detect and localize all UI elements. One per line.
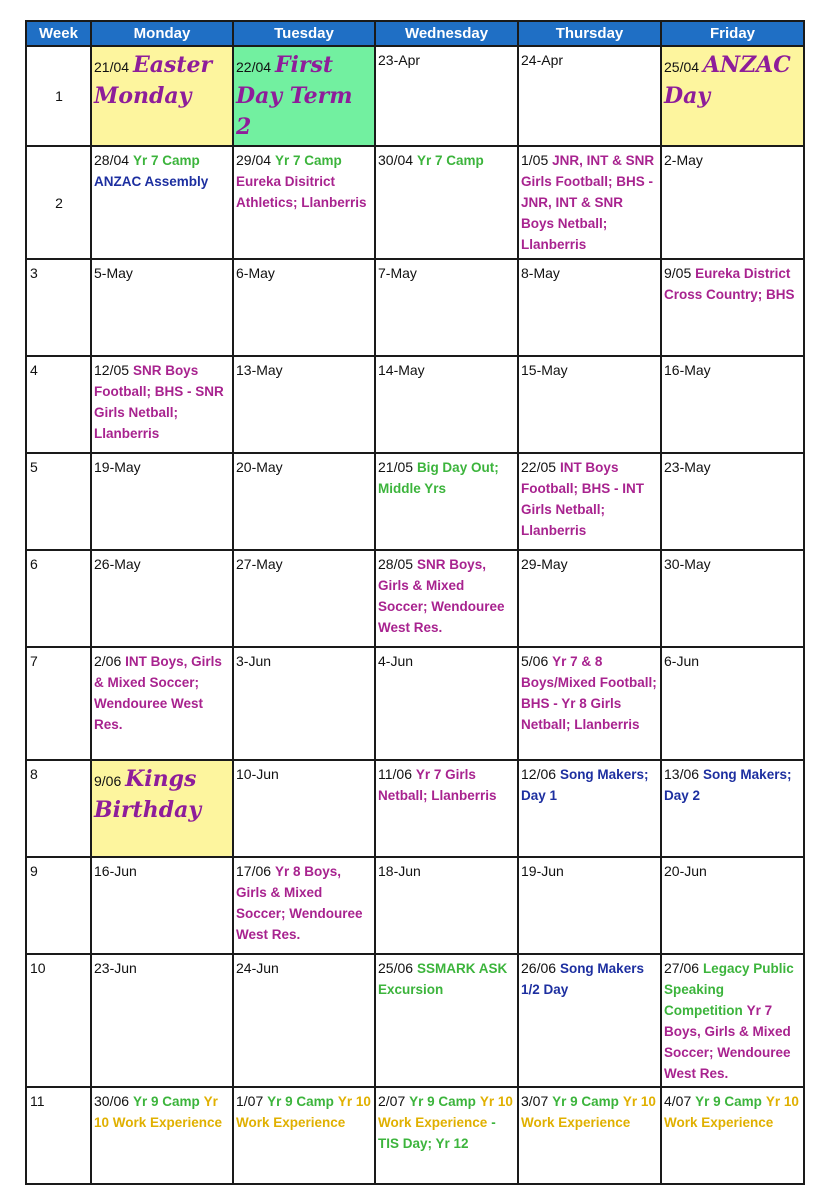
cell-date: 28/05 bbox=[378, 556, 414, 572]
event-text: Legacy Public Speaking Competition bbox=[664, 961, 794, 1018]
event-text: Yr 9 Camp bbox=[132, 1094, 200, 1109]
event-text: Yr 8 Boys, Girls & Mixed Soccer; Wendouree West Res. bbox=[236, 864, 363, 942]
cell-date: 25/06 bbox=[378, 960, 414, 976]
day-cell-tuesday bbox=[233, 550, 375, 647]
day-cell-friday bbox=[661, 647, 804, 760]
event-text: Yr 9 Camp bbox=[695, 1094, 762, 1109]
day-cell-wednesday bbox=[375, 857, 518, 954]
cell-date: 27-May bbox=[236, 556, 283, 572]
day-cell-tuesday bbox=[233, 647, 375, 760]
day-cell-wednesday bbox=[375, 954, 518, 1087]
day-cell-friday bbox=[661, 857, 804, 954]
week-number: 5 bbox=[26, 453, 91, 550]
cell-date: 26-May bbox=[94, 556, 141, 572]
day-cell-friday bbox=[661, 46, 804, 146]
cell-date: 11/06 bbox=[378, 766, 412, 782]
header-week: Week bbox=[26, 21, 91, 46]
week-row bbox=[26, 453, 804, 550]
event-text: Song Makers 1/2 Day bbox=[521, 961, 644, 997]
day-cell-monday bbox=[91, 453, 233, 550]
cell-date: 23-Apr bbox=[378, 52, 421, 68]
day-cell-thursday bbox=[518, 550, 661, 647]
day-cell-wednesday bbox=[375, 647, 518, 760]
day-cell-monday bbox=[91, 259, 233, 356]
cell-date: 12/06 bbox=[521, 766, 557, 782]
cell-date: 2/06 bbox=[94, 653, 122, 669]
cell-date: 19-May bbox=[94, 459, 141, 475]
cell-date: 30/06 bbox=[94, 1093, 130, 1109]
week-row bbox=[26, 46, 804, 146]
day-cell-friday bbox=[661, 954, 804, 1087]
cell-date: 12/05 bbox=[94, 362, 130, 378]
event-text: - TIS Day; Yr 12 bbox=[378, 1115, 496, 1151]
event-text: Yr 7 Boys, Girls & Mixed Soccer; Wendouree West Res. bbox=[664, 1003, 791, 1081]
day-cell-thursday bbox=[518, 857, 661, 954]
event-text: Yr 10 Work Experience bbox=[664, 1094, 799, 1130]
holiday-label: ANZAC Day bbox=[664, 52, 791, 109]
cell-date: 14-May bbox=[378, 362, 425, 378]
day-cell-monday bbox=[91, 550, 233, 647]
cell-date: 16-Jun bbox=[94, 863, 137, 879]
week-number: 1 bbox=[26, 46, 91, 146]
day-cell-monday bbox=[91, 1087, 233, 1184]
day-cell-thursday bbox=[518, 647, 661, 760]
cell-date: 7-May bbox=[378, 265, 417, 281]
event-text: Yr 7 Camp bbox=[132, 153, 200, 168]
day-cell-thursday bbox=[518, 954, 661, 1087]
week-number: 3 bbox=[26, 259, 91, 356]
week-number: 6 bbox=[26, 550, 91, 647]
cell-date: 22/05 bbox=[521, 459, 557, 475]
day-cell-monday bbox=[91, 857, 233, 954]
event-text: Yr 10 Work Experience bbox=[94, 1094, 223, 1130]
event-text: Big Day Out; Middle Yrs bbox=[378, 460, 499, 496]
event-text: Yr 7 Camp bbox=[274, 153, 342, 168]
day-cell-wednesday bbox=[375, 146, 518, 259]
cell-date: 17/06 bbox=[236, 863, 272, 879]
day-cell-tuesday bbox=[233, 954, 375, 1087]
day-cell-thursday bbox=[518, 453, 661, 550]
cell-date: 3-Jun bbox=[236, 653, 272, 669]
event-text: Yr 9 Camp bbox=[267, 1094, 334, 1109]
day-cell-wednesday bbox=[375, 259, 518, 356]
day-cell-wednesday bbox=[375, 453, 518, 550]
cell-date: 26/06 bbox=[521, 960, 557, 976]
day-cell-friday bbox=[661, 1087, 804, 1184]
day-cell-friday bbox=[661, 453, 804, 550]
day-cell-thursday bbox=[518, 760, 661, 857]
event-text: SNR Boys, Girls & Mixed Soccer; Wendouree West Res. bbox=[378, 557, 505, 635]
event-text: Yr 7 Camp bbox=[416, 153, 484, 168]
holiday-label: Kings Birthday bbox=[94, 766, 202, 823]
holiday-label: First Day Term 2 bbox=[236, 52, 353, 140]
cell-date: 20-Jun bbox=[664, 863, 707, 879]
day-cell-tuesday bbox=[233, 453, 375, 550]
week-row bbox=[26, 356, 804, 453]
day-cell-tuesday bbox=[233, 146, 375, 259]
week-row bbox=[26, 647, 804, 760]
day-cell-wednesday bbox=[375, 760, 518, 857]
day-cell-thursday bbox=[518, 356, 661, 453]
event-text: Yr 7 & 8 Boys/Mixed Football; BHS - Yr 8 Girls Netball; Llanberris bbox=[521, 654, 657, 732]
event-text: Yr 7 Girls Netball; Llanberris bbox=[378, 767, 497, 803]
cell-date: 6-Jun bbox=[664, 653, 700, 669]
cell-date: 4-Jun bbox=[378, 653, 414, 669]
day-cell-tuesday bbox=[233, 857, 375, 954]
header-row bbox=[26, 21, 804, 46]
event-text: Yr 9 Camp bbox=[552, 1094, 619, 1109]
cell-date: 2/07 bbox=[378, 1093, 406, 1109]
header-wednesday: Wednesday bbox=[375, 21, 518, 46]
cell-date: 28/04 bbox=[94, 152, 130, 168]
cell-date: 15-May bbox=[521, 362, 568, 378]
cell-date: 9/05 bbox=[664, 265, 692, 281]
cell-date: 25/04 bbox=[664, 59, 700, 75]
week-row bbox=[26, 550, 804, 647]
cell-date: 9/06 bbox=[94, 773, 122, 789]
week-row bbox=[26, 1087, 804, 1184]
day-cell-tuesday bbox=[233, 1087, 375, 1184]
term-calendar-table bbox=[25, 20, 805, 1185]
day-cell-monday bbox=[91, 760, 233, 857]
header-thursday: Thursday bbox=[518, 21, 661, 46]
day-cell-monday bbox=[91, 954, 233, 1087]
cell-date: 10-Jun bbox=[236, 766, 279, 782]
cell-date: 22/04 bbox=[236, 59, 272, 75]
week-number: 9 bbox=[26, 857, 91, 954]
event-text: ANZAC Assembly bbox=[94, 174, 209, 189]
cell-date: 23-May bbox=[664, 459, 711, 475]
cell-date: 29/04 bbox=[236, 152, 272, 168]
event-text: INT Boys Football; BHS - INT Girls Netball; Llanberris bbox=[521, 460, 644, 538]
day-cell-friday bbox=[661, 356, 804, 453]
week-row bbox=[26, 857, 804, 954]
event-text: JNR, INT & SNR Girls Football; BHS - JNR, INT & SNR Boys Netball; Llanberris bbox=[521, 153, 655, 252]
day-cell-thursday bbox=[518, 146, 661, 259]
day-cell-tuesday bbox=[233, 760, 375, 857]
day-cell-tuesday bbox=[233, 259, 375, 356]
day-cell-wednesday bbox=[375, 550, 518, 647]
header-monday: Monday bbox=[91, 21, 233, 46]
event-text: Yr 10 Work Experience bbox=[521, 1094, 656, 1130]
event-text: Song Makers; Day 1 bbox=[521, 767, 649, 803]
cell-date: 4/07 bbox=[664, 1093, 692, 1109]
cell-date: 3/07 bbox=[521, 1093, 549, 1109]
week-number: 10 bbox=[26, 954, 91, 1087]
week-row bbox=[26, 146, 804, 259]
cell-date: 21/04 bbox=[94, 59, 130, 75]
day-cell-thursday bbox=[518, 1087, 661, 1184]
week-number: 8 bbox=[26, 760, 91, 857]
day-cell-tuesday bbox=[233, 46, 375, 146]
day-cell-friday bbox=[661, 760, 804, 857]
cell-date: 30-May bbox=[664, 556, 711, 572]
cell-date: 24-Jun bbox=[236, 960, 279, 976]
day-cell-wednesday bbox=[375, 356, 518, 453]
cell-date: 30/04 bbox=[378, 152, 414, 168]
week-number: 4 bbox=[26, 356, 91, 453]
cell-date: 24-Apr bbox=[521, 52, 564, 68]
cell-date: 19-Jun bbox=[521, 863, 564, 879]
cell-date: 5-May bbox=[94, 265, 133, 281]
week-number: 7 bbox=[26, 647, 91, 760]
cell-date: 27/06 bbox=[664, 960, 700, 976]
week-row bbox=[26, 259, 804, 356]
day-cell-monday bbox=[91, 647, 233, 760]
event-text: Yr 10 Work Experience bbox=[378, 1094, 513, 1130]
week-row bbox=[26, 954, 804, 1087]
cell-date: 13-May bbox=[236, 362, 283, 378]
event-text: Yr 10 Work Experience bbox=[236, 1094, 371, 1130]
cell-date: 21/05 bbox=[378, 459, 414, 475]
cell-date: 5/06 bbox=[521, 653, 549, 669]
event-text: Song Makers; Day 2 bbox=[664, 767, 792, 803]
event-text: SNR Boys Football; BHS - SNR Girls Netball; Llanberris bbox=[94, 363, 224, 441]
event-text: Eureka District Cross Country; BHS bbox=[664, 266, 795, 302]
day-cell-tuesday bbox=[233, 356, 375, 453]
week-number: 2 bbox=[26, 146, 91, 259]
day-cell-monday bbox=[91, 146, 233, 259]
cell-date: 8-May bbox=[521, 265, 560, 281]
cell-date: 16-May bbox=[664, 362, 711, 378]
header-friday: Friday bbox=[661, 21, 804, 46]
holiday-label: Easter Monday bbox=[94, 52, 213, 109]
day-cell-friday bbox=[661, 146, 804, 259]
day-cell-wednesday bbox=[375, 1087, 518, 1184]
cell-date: 1/05 bbox=[521, 152, 549, 168]
cell-date: 2-May bbox=[664, 152, 703, 168]
cell-date: 23-Jun bbox=[94, 960, 137, 976]
header-tuesday: Tuesday bbox=[233, 21, 375, 46]
cell-date: 1/07 bbox=[236, 1093, 264, 1109]
event-text: Eureka Disitrict Athletics; Llanberris bbox=[236, 174, 367, 210]
week-row bbox=[26, 760, 804, 857]
event-text: Yr 9 Camp bbox=[409, 1094, 476, 1109]
event-text: INT Boys, Girls & Mixed Soccer; Wendouree West Res. bbox=[94, 654, 222, 732]
day-cell-monday bbox=[91, 46, 233, 146]
cell-date: 6-May bbox=[236, 265, 275, 281]
calendar-body bbox=[26, 46, 804, 1184]
day-cell-thursday bbox=[518, 259, 661, 356]
day-cell-friday bbox=[661, 550, 804, 647]
cell-date: 20-May bbox=[236, 459, 283, 475]
cell-date: 18-Jun bbox=[378, 863, 421, 879]
cell-date: 13/06 bbox=[664, 766, 700, 782]
day-cell-monday bbox=[91, 356, 233, 453]
day-cell-friday bbox=[661, 259, 804, 356]
week-number: 11 bbox=[26, 1087, 91, 1184]
day-cell-wednesday bbox=[375, 46, 518, 146]
day-cell-thursday bbox=[518, 46, 661, 146]
cell-date: 29-May bbox=[521, 556, 568, 572]
event-text: SSMARK ASK Excursion bbox=[378, 961, 508, 997]
